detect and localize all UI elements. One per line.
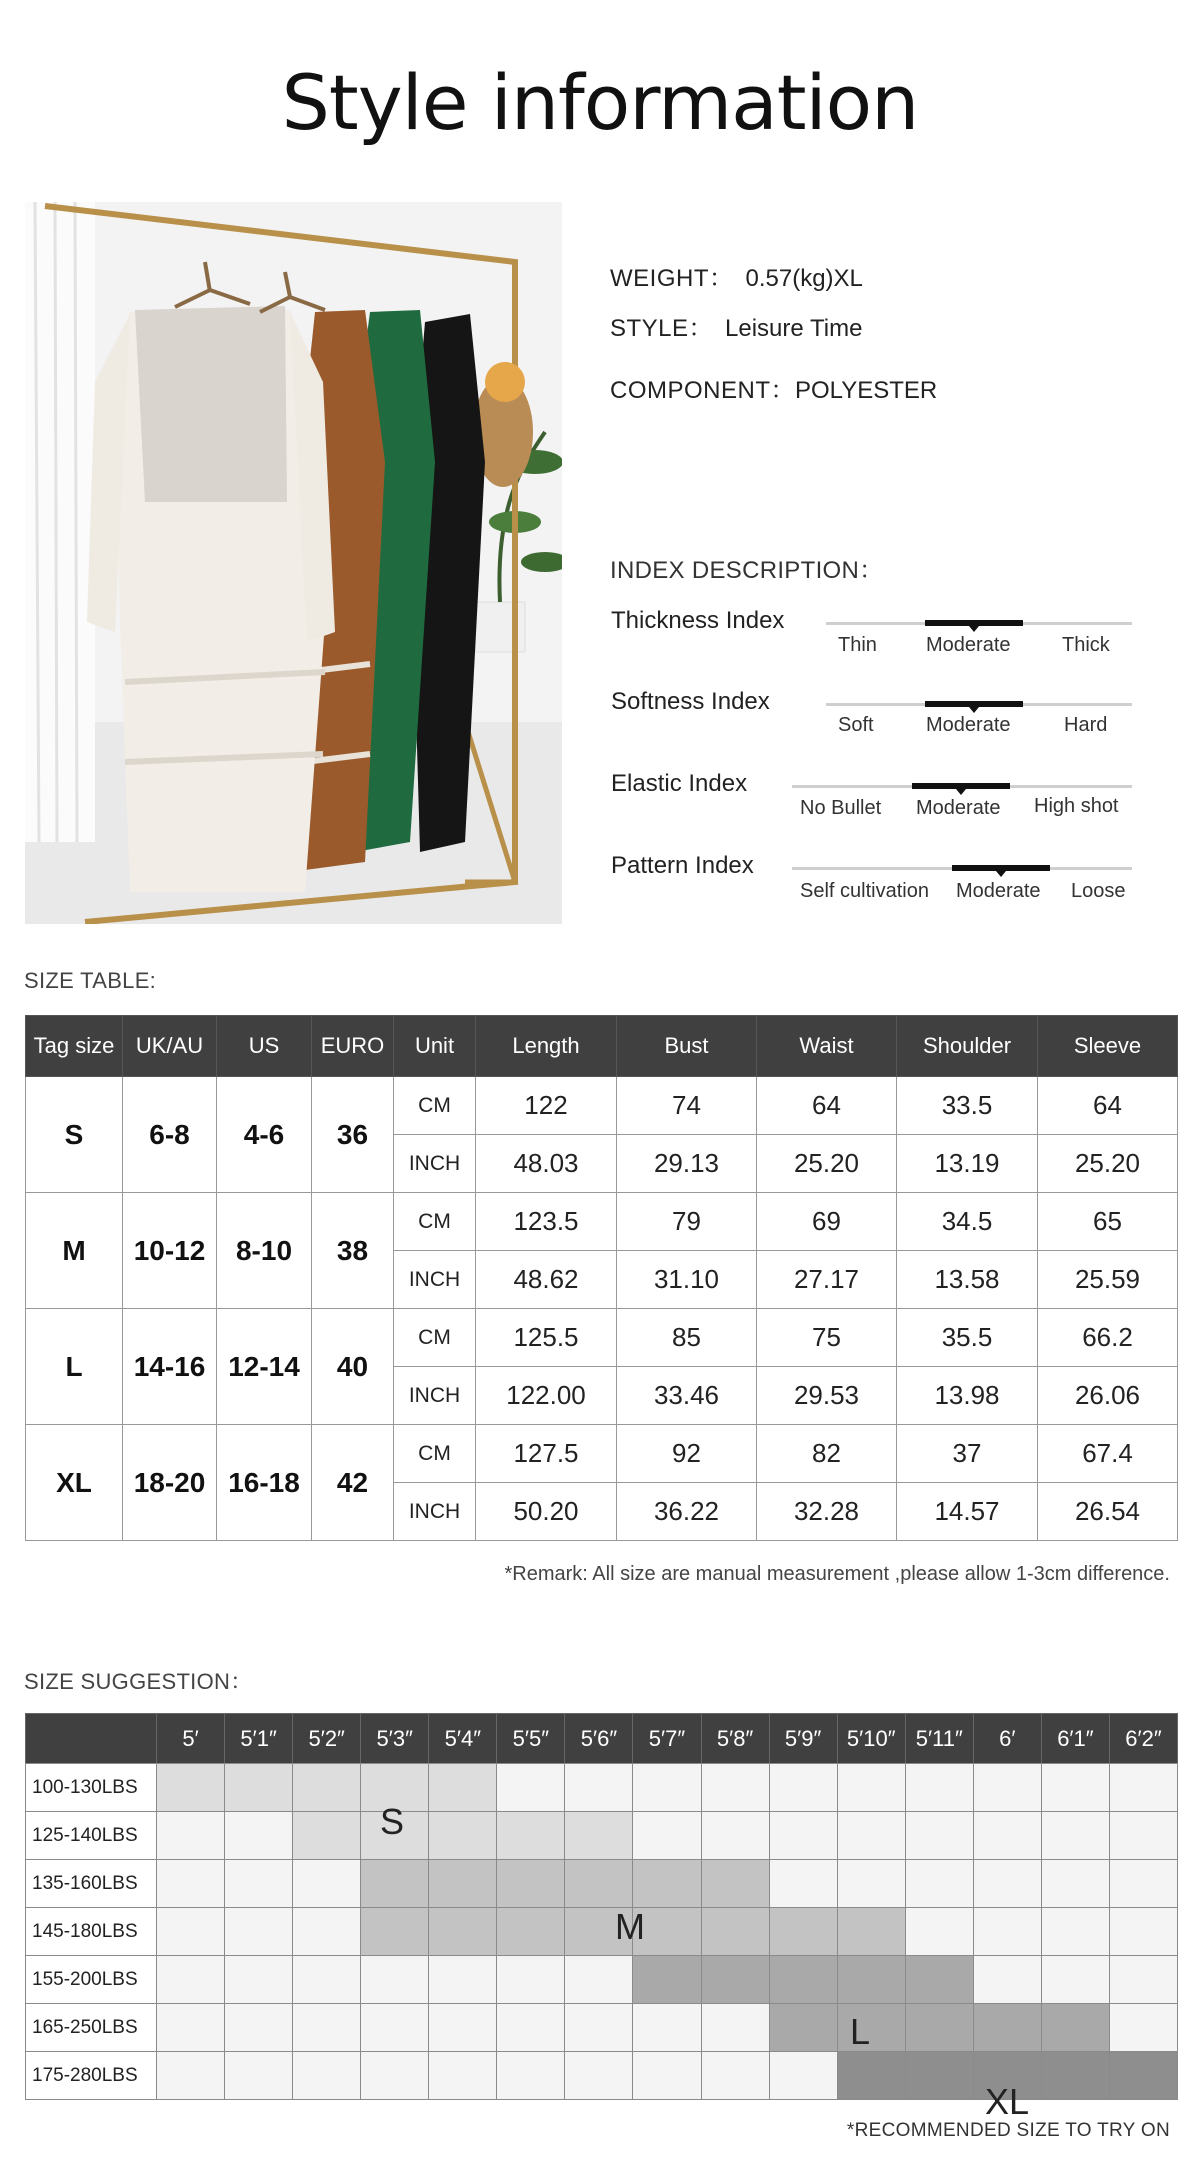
weight-row-label: 135-160LBS (25, 1859, 157, 1908)
waist-cell: 32.28 (757, 1483, 897, 1541)
grid-cell (156, 1859, 225, 1908)
softness-high-label: Hard (1064, 714, 1108, 736)
recommended-note: *RECOMMENDED SIZE TO TRY ON (846, 2120, 1170, 2141)
grid-cell (769, 2051, 838, 2100)
waist-cell: 82 (757, 1425, 897, 1483)
sleeve-cell: 65 (1038, 1193, 1178, 1251)
unit-cell: CM (394, 1309, 476, 1367)
grid-cell (360, 1955, 429, 2004)
grid-cell (1109, 1811, 1178, 1860)
uk-size-cell: 6-8 (123, 1077, 217, 1193)
grid-cell (292, 1859, 361, 1908)
size-zone-cell-m (701, 1907, 770, 1956)
grid-cell (973, 1763, 1042, 1812)
grid-cell (1109, 1955, 1178, 2004)
grid-cell (837, 1811, 906, 1860)
height-header: 5′1″ (224, 1713, 293, 1764)
size-zone-cell-xl (905, 2051, 974, 2100)
size-zone-cell-s (428, 1763, 497, 1812)
bust-cell: 79 (617, 1193, 757, 1251)
size-zone-cell-l (837, 1955, 906, 2004)
grid-cell (701, 1811, 770, 1860)
shoulder-cell: 13.98 (897, 1367, 1038, 1425)
product-photo (25, 202, 562, 924)
shoulder-cell: 13.19 (897, 1135, 1038, 1193)
bust-cell: 31.10 (617, 1251, 757, 1309)
shoulder-cell: 13.58 (897, 1251, 1038, 1309)
height-header: 5′6″ (564, 1713, 633, 1764)
height-header: 6′1″ (1041, 1713, 1110, 1764)
grid-cell (156, 1811, 225, 1860)
table-row (26, 1309, 1178, 1367)
grid-cell (156, 1907, 225, 1956)
component-label: COMPONENT： (610, 377, 795, 404)
size-zone-cell-l (1041, 2003, 1110, 2052)
bust-cell: 36.22 (617, 1483, 757, 1541)
size-zone-cell-xl (837, 2051, 906, 2100)
length-cell: 123.5 (476, 1193, 617, 1251)
grid-cell (632, 2051, 701, 2100)
size-zone-cell-m (564, 1859, 633, 1908)
page-title: Style information (281, 58, 919, 147)
grid-cell (428, 2051, 497, 2100)
style-row (610, 308, 862, 343)
shoulder-cell: 34.5 (897, 1193, 1038, 1251)
grid-cell (564, 1763, 633, 1812)
grid-cell (1041, 1955, 1110, 2004)
waist-cell: 25.20 (757, 1135, 897, 1193)
grid-cell (224, 2051, 293, 2100)
size-zone-cell-s (564, 1811, 633, 1860)
height-header: 5′5″ (496, 1713, 565, 1764)
grid-cell (905, 1859, 974, 1908)
shoulder-cell: 14.57 (897, 1483, 1038, 1541)
softness-index-label: Softness Index (611, 688, 770, 715)
component-value: POLYESTER (795, 377, 938, 404)
sleeve-cell: 26.54 (1038, 1483, 1178, 1541)
thickness-index-label: Thickness Index (611, 607, 785, 634)
unit-cell: INCH (394, 1251, 476, 1309)
size-zone-cell-l (632, 1955, 701, 2004)
shoulder-cell: 33.5 (897, 1077, 1038, 1135)
table-row (26, 1425, 1178, 1483)
shoulder-cell: 37 (897, 1425, 1038, 1483)
unit-cell: INCH (394, 1135, 476, 1193)
grid-cell (156, 2051, 225, 2100)
style-label: STYLE： (610, 315, 714, 342)
size-zone-cell-s (428, 1811, 497, 1860)
grid-cell (360, 2003, 429, 2052)
grid-cell (837, 1859, 906, 1908)
style-value: Leisure Time (725, 315, 863, 342)
waist-cell: 69 (757, 1193, 897, 1251)
elastic-high-label: High shot (1034, 795, 1119, 817)
sleeve-cell: 25.59 (1038, 1251, 1178, 1309)
grid-cell (564, 2051, 633, 2100)
header-unit: Unit (394, 1016, 476, 1077)
table-row (26, 1193, 1178, 1251)
header-sleeve: Sleeve (1038, 1016, 1178, 1077)
shoulder-cell: 35.5 (897, 1309, 1038, 1367)
size-zone-cell-m (837, 1907, 906, 1956)
elastic-low-label: No Bullet (800, 797, 882, 819)
grid-cell (701, 1763, 770, 1812)
size-remark: *Remark: All size are manual measurement ,please allow 1-3cm difference. (504, 1563, 1170, 1585)
component-row (610, 370, 937, 405)
sleeve-cell: 25.20 (1038, 1135, 1178, 1193)
grid-cell (224, 1955, 293, 2004)
grid-cell (632, 1811, 701, 1860)
weight-row-label: 175-280LBS (25, 2051, 157, 2100)
grid-cell (292, 2003, 361, 2052)
us-size-cell: 16-18 (217, 1425, 312, 1541)
grid-cell (564, 1955, 633, 2004)
length-cell: 125.5 (476, 1309, 617, 1367)
grid-cell (837, 1763, 906, 1812)
height-header: 5′7″ (632, 1713, 701, 1764)
size-table-label: SIZE TABLE: (24, 968, 157, 993)
bust-cell: 85 (617, 1309, 757, 1367)
header-euro: EURO (312, 1016, 394, 1077)
waist-cell: 64 (757, 1077, 897, 1135)
size-zone-cell-l (769, 2003, 838, 2052)
size-zone-cell-m (496, 1859, 565, 1908)
header-waist: Waist (757, 1016, 897, 1077)
grid-cell (769, 1811, 838, 1860)
height-header: 6′2″ (1109, 1713, 1178, 1764)
tag-size-cell: S (26, 1077, 123, 1193)
pattern-low-label: Self cultivation (800, 880, 929, 902)
euro-size-cell: 40 (312, 1309, 394, 1425)
header-us: US (217, 1016, 312, 1077)
grid-cell (905, 1763, 974, 1812)
size-zone-label: XL (985, 2081, 1030, 2122)
unit-cell: CM (394, 1077, 476, 1135)
bust-cell: 92 (617, 1425, 757, 1483)
unit-cell: CM (394, 1193, 476, 1251)
size-zone-label: S (380, 1801, 405, 1842)
grid-cell (224, 2003, 293, 2052)
size-zone-cell-xl (1041, 2051, 1110, 2100)
length-cell: 48.62 (476, 1251, 617, 1309)
grid-cell (360, 2051, 429, 2100)
thickness-low-label: Thin (838, 634, 877, 656)
grid-cell (905, 1907, 974, 1956)
bust-cell: 29.13 (617, 1135, 757, 1193)
grid-cell (292, 2051, 361, 2100)
height-header: 6′ (973, 1713, 1042, 1764)
weight-row-label: 165-250LBS (25, 2003, 157, 2052)
height-header: 5′8″ (701, 1713, 770, 1764)
weight-row (610, 258, 863, 293)
size-zone-cell-s (496, 1811, 565, 1860)
size-zone-label: M (615, 1906, 645, 1947)
table-row (26, 1077, 1178, 1135)
euro-size-cell: 42 (312, 1425, 394, 1541)
weight-value: 0.57(kg)XL (745, 265, 863, 292)
weight-row-label: 145-180LBS (25, 1907, 157, 1956)
grid-cell (769, 1763, 838, 1812)
size-zone-cell-s (224, 1763, 293, 1812)
size-table (25, 1015, 1178, 1541)
grid-cell (292, 1907, 361, 1956)
grid-cell (701, 2003, 770, 2052)
sleeve-cell: 64 (1038, 1077, 1178, 1135)
elastic-caret-icon (956, 789, 966, 795)
size-zone-label: L (850, 2011, 871, 2052)
grid-cell (973, 1811, 1042, 1860)
us-size-cell: 4-6 (217, 1077, 312, 1193)
grid-cell (701, 2051, 770, 2100)
sleeve-cell: 66.2 (1038, 1309, 1178, 1367)
grid-cell (1041, 1811, 1110, 1860)
grid-cell (1109, 1859, 1178, 1908)
tag-size-cell: M (26, 1193, 123, 1309)
sleeve-cell: 67.4 (1038, 1425, 1178, 1483)
grid-cell (905, 1811, 974, 1860)
size-suggestion-label: SIZE SUGGESTION： (24, 1669, 253, 1694)
waist-cell: 75 (757, 1309, 897, 1367)
grid-cell (1109, 1907, 1178, 1956)
grid-cell (973, 1955, 1042, 2004)
thickness-caret-icon (969, 626, 979, 632)
size-zone-cell-m (496, 1907, 565, 1956)
uk-size-cell: 18-20 (123, 1425, 217, 1541)
size-zone-cell-m (428, 1907, 497, 1956)
grid-cell (496, 1763, 565, 1812)
length-cell: 48.03 (476, 1135, 617, 1193)
grid-cell (224, 1811, 293, 1860)
weight-row-label: 100-130LBS (25, 1763, 157, 1812)
weight-label: WEIGHT： (610, 265, 734, 292)
size-table-header (26, 1016, 1178, 1077)
height-header: 5′2″ (292, 1713, 361, 1764)
unit-cell: INCH (394, 1483, 476, 1541)
height-header: 5′ (156, 1713, 225, 1764)
grid-cell (496, 2003, 565, 2052)
euro-size-cell: 36 (312, 1077, 394, 1193)
grid-cell (632, 1763, 701, 1812)
size-zone-cell-s (292, 1763, 361, 1812)
us-size-cell: 8-10 (217, 1193, 312, 1309)
grid-cell (564, 2003, 633, 2052)
grid-cell (224, 1907, 293, 1956)
waist-cell: 29.53 (757, 1367, 897, 1425)
softness-caret-icon (969, 707, 979, 713)
weight-row-label: 125-140LBS (25, 1811, 157, 1860)
grid-cell (292, 1955, 361, 2004)
size-zone-cell-m (632, 1859, 701, 1908)
pattern-high-label: Loose (1071, 880, 1126, 902)
tag-size-cell: L (26, 1309, 123, 1425)
grid-cell (1109, 2003, 1178, 2052)
weight-row-label: 155-200LBS (25, 1955, 157, 2004)
grid-corner-cell (25, 1713, 157, 1764)
height-header: 5′10″ (837, 1713, 906, 1764)
size-suggestion-grid (25, 1713, 1177, 2122)
length-cell: 122 (476, 1077, 617, 1135)
bust-cell: 74 (617, 1077, 757, 1135)
euro-size-cell: 38 (312, 1193, 394, 1309)
tag-size-cell: XL (26, 1425, 123, 1541)
header-uk-au: UK/AU (123, 1016, 217, 1077)
size-zone-cell-l (973, 2003, 1042, 2052)
pattern-mid-label: Moderate (956, 880, 1041, 902)
softness-mid-label: Moderate (926, 714, 1011, 736)
waist-cell: 27.17 (757, 1251, 897, 1309)
size-zone-cell-l (905, 2003, 974, 2052)
size-zone-cell-l (769, 1955, 838, 2004)
header-bust: Bust (617, 1016, 757, 1077)
size-zone-cell-s (292, 1811, 361, 1860)
grid-cell (973, 1859, 1042, 1908)
pattern-caret-icon (996, 871, 1006, 877)
size-zone-cell-l (905, 1955, 974, 2004)
length-cell: 122.00 (476, 1367, 617, 1425)
grid-cell (224, 1859, 293, 1908)
unit-cell: CM (394, 1425, 476, 1483)
us-size-cell: 12-14 (217, 1309, 312, 1425)
size-zone-cell-m (360, 1907, 429, 1956)
grid-cell (428, 1955, 497, 2004)
height-header: 5′9″ (769, 1713, 838, 1764)
elastic-mid-label: Moderate (916, 797, 1001, 819)
uk-size-cell: 14-16 (123, 1309, 217, 1425)
grid-cell (973, 1907, 1042, 1956)
thickness-high-label: Thick (1062, 634, 1110, 656)
size-zone-cell-m (769, 1907, 838, 1956)
grid-cell (632, 2003, 701, 2052)
header-tag-size: Tag size (26, 1016, 123, 1077)
dress-rack-illustration (25, 202, 562, 924)
softness-low-label: Soft (838, 714, 874, 736)
grid-cell (1041, 1907, 1110, 1956)
header-shoulder: Shoulder (897, 1016, 1038, 1077)
length-cell: 127.5 (476, 1425, 617, 1483)
index-description-title: INDEX DESCRIPTION： (610, 557, 884, 584)
size-zone-cell-xl (1109, 2051, 1178, 2100)
grid-cell (1041, 1763, 1110, 1812)
uk-size-cell: 10-12 (123, 1193, 217, 1309)
size-zone-cell-m (701, 1859, 770, 1908)
thickness-mid-label: Moderate (926, 634, 1011, 656)
height-header: 5′4″ (428, 1713, 497, 1764)
grid-cell (769, 1859, 838, 1908)
height-header: 5′11″ (905, 1713, 974, 1764)
size-zone-cell-l (837, 2003, 906, 2052)
grid-cell (1109, 1763, 1178, 1812)
grid-cell (428, 2003, 497, 2052)
pattern-index-label: Pattern Index (611, 852, 754, 879)
grid-cell (156, 2003, 225, 2052)
grid-cell (1041, 1859, 1110, 1908)
elastic-index-label: Elastic Index (611, 770, 748, 797)
grid-cell (496, 2051, 565, 2100)
length-cell: 50.20 (476, 1483, 617, 1541)
sleeve-cell: 26.06 (1038, 1367, 1178, 1425)
unit-cell: INCH (394, 1367, 476, 1425)
grid-cell (496, 1955, 565, 2004)
size-zone-cell-m (360, 1859, 429, 1908)
height-header: 5′3″ (360, 1713, 429, 1764)
header-length: Length (476, 1016, 617, 1077)
size-zone-cell-s (156, 1763, 225, 1812)
size-zone-cell-l (701, 1955, 770, 2004)
bust-cell: 33.46 (617, 1367, 757, 1425)
size-zone-cell-m (428, 1859, 497, 1908)
grid-cell (156, 1955, 225, 2004)
